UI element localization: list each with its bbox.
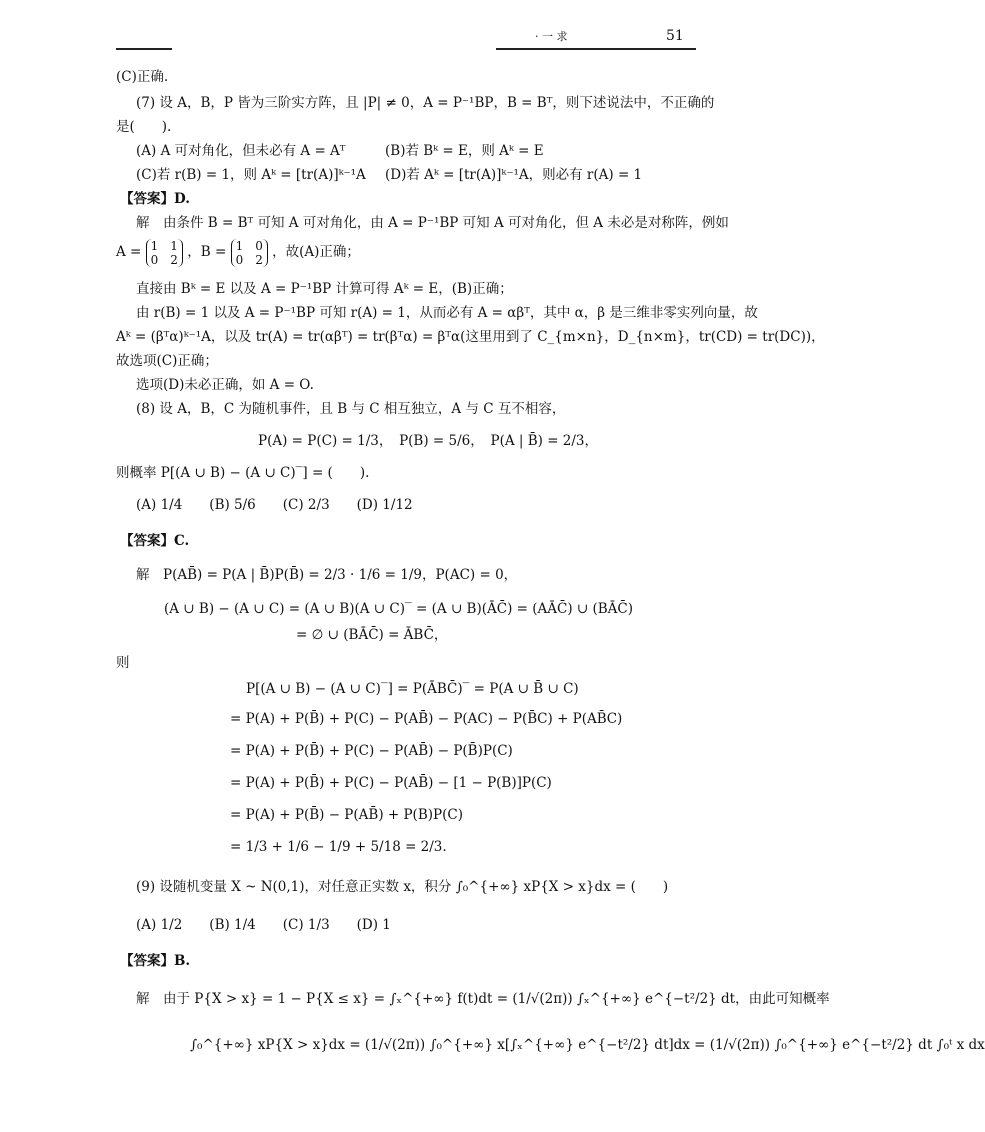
display-equation: (A ∪ B) − (A ∪ C) = (A ∪ B)(A ∪ C)‾ = (A ∪ B)(ĀC̄) = (AĀC̄) ∪ (BĀC̄) [164,601,634,617]
header-rule-right [496,48,696,50]
matrix-row: 0 2 [150,252,178,267]
options-row: (A) 1/4 (B) 5/6 (C) 2/3 (D) 1/12 [136,497,413,513]
page-number: 51 [666,28,684,44]
solution-line: 直接由 Bᵏ = E 以及 A = P⁻¹BP 计算可得 Aᵏ = E，(B)正确； [136,281,513,297]
display-equation: ∫₀^{+∞} xP{X > x}dx = (1/√(2π)) ∫₀^{+∞} x[∫ₓ^{+∞} e^{−t²/2} dt]dx = (1/√(2π)) ∫₀^{+∞} e^{−t²/2} dt ∫₀ᵗ x dx [190,1037,985,1053]
question-line: 则概率 P[(A ∪ B) − (A ∪ C)‾] = ( ). [116,465,370,481]
display-equation: = P(A) + P(B̄) + P(C) − P(AB̄) − P(AC) − P(B̄C) + P(AB̄C) [230,711,623,727]
display-equation: = ∅ ∪ (BĀC̄) = ĀBC̄， [296,627,448,643]
matrix-a [146,239,183,267]
matrix-row: 1 0 [235,238,263,253]
solution-line: Aᵏ = (βᵀα)ᵏ⁻¹A，以及 tr(A) = tr(αβᵀ) = tr(βᵀα) = βᵀα(这里用到了 C_{m×n}，D_{n×m}，tr(CD) = tr(DC))， [116,329,825,345]
matrix-a-label: A = [116,244,142,260]
text-line: (C)正确. [116,69,169,85]
solution-line: 由 r(B) = 1 以及 A = P⁻¹BP 可知 r(A) = 1，从而必有 A = αβᵀ，其中 α，β 是三维非零实列向量，故 [136,305,758,321]
display-equation: = P(A) + P(B̄) − P(AB̄) + P(B)P(C) [230,807,463,823]
display-equation: = P(A) + P(B̄) + P(C) − P(AB̄) − [1 − P(B)]P(C) [230,775,552,791]
text-line: 是( ). [116,119,172,135]
option-c: (C)若 r(B) = 1，则 Aᵏ = [tr(A)]ᵏ⁻¹A [136,167,366,183]
header-rule-left [116,48,172,50]
answer-label: 【答案】B. [120,953,191,969]
option-d: (D)若 Aᵏ = [tr(A)]ᵏ⁻¹A，则必有 r(A) = 1 [385,167,643,183]
solution-line: 选项(D)未必正确，如 A = O. [136,377,314,393]
text-line: 则 [116,655,130,671]
solution-line: 解 由于 P{X > x} = 1 − P{X ≤ x} = ∫ₓ^{+∞} f(t)dt = (1/√(2π)) ∫ₓ^{+∞} e^{−t²/2} dt，由此可知概率 [136,991,830,1007]
solution-line: 解 P(AB̄) = P(A | B̄)P(B̄) = 2/3 · 1/6 = 1/9，P(AC) = 0， [136,567,518,583]
question-9: (9) 设随机变量 X ~ N(0,1)，对任意正实数 x，积分 ∫₀^{+∞} xP{X > x}dx = ( ) [136,879,669,895]
matrix-row: 0 2 [235,252,263,267]
matrix-row: 1 1 [150,238,178,253]
display-equation: P[(A ∪ B) − (A ∪ C)‾] = P(ĀBC̄)‾ = P(A ∪ B̄ ∪ C) [246,681,579,697]
matrix-b [231,239,268,267]
option-b: (B)若 Bᵏ = E，则 Aᵏ = E [385,143,544,159]
solution-line: 故选项(C)正确； [116,353,218,369]
display-equation: P(A) = P(C) = 1/3， P(B) = 5/6， P(A | B̄) = 2/3， [258,433,599,449]
display-equation: = 1/3 + 1/6 − 1/9 + 5/18 = 2/3. [230,839,447,855]
text-line: ，故(A)正确； [272,244,360,260]
solution-line: 解 由条件 B = Bᵀ 可知 A 可对角化，由 A = P⁻¹BP 可知 A 可对角化，但 A 未必是对称阵，例如 [136,215,729,231]
answer-label: 【答案】C. [120,533,190,549]
matrix-b-label: ，B = [187,244,227,260]
option-a: (A) A 可对角化，但未必有 A = Aᵀ [136,143,346,159]
header-mark: · 一 求 [535,30,568,43]
display-equation: = P(A) + P(B̄) + P(C) − P(AB̄) − P(B̄)P(C) [230,743,513,759]
answer-label: 【答案】D. [120,191,190,207]
question-7: (7) 设 A，B，P 皆为三阶实方阵，且 |P| ≠ 0，A = P⁻¹BP，B = Bᵀ，则下述说法中，不正确的 [136,95,715,111]
matrix-example [116,236,360,268]
options-row: (A) 1/2 (B) 1/4 (C) 1/3 (D) 1 [136,917,391,933]
question-8: (8) 设 A，B，C 为随机事件，且 B 与 C 相互独立，A 与 C 互不相容， [136,401,566,417]
